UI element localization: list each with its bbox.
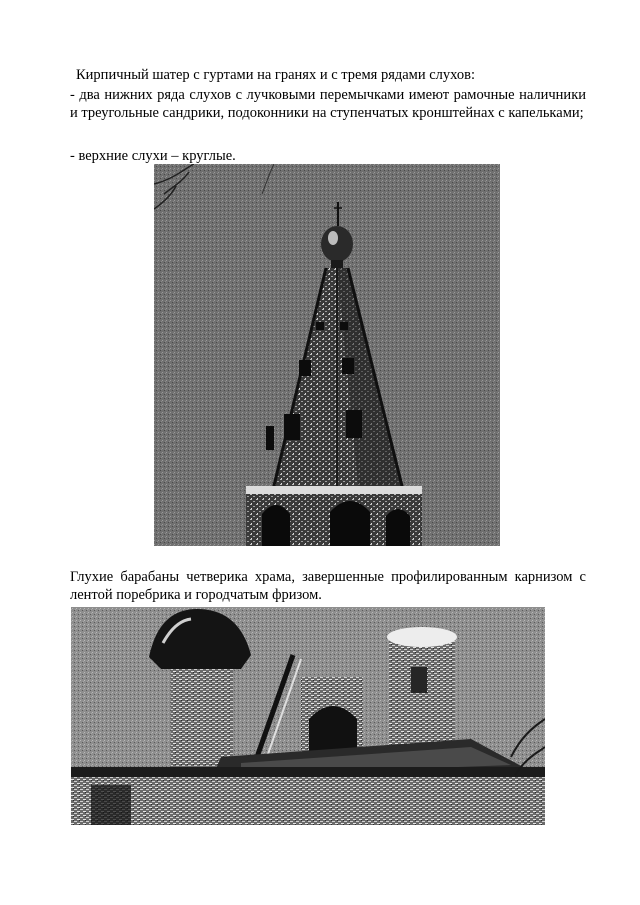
paragraph-tent-roof-intro: Кирпичный шатер с гуртами на гранях и с тремя рядами слухов: xyxy=(76,67,475,83)
photo-tent-roof xyxy=(154,164,500,546)
paragraph-upper-windows: - верхние слухи – круглые. xyxy=(70,148,236,164)
drums-illustration xyxy=(71,607,545,825)
paragraph-lower-windows: - два нижних ряда слухов с лучковыми перемычками имеют рамочные наличники и треугольные сандрики, подоконники на ступенчатых кронштейнах с капельками; xyxy=(70,87,586,121)
paragraph-drums: Глухие барабаны четверика храма, завершенные профилированным карнизом с лентой поребрика и городчатым фризом. xyxy=(70,569,586,603)
tent-roof-illustration xyxy=(154,164,500,546)
photo-drums xyxy=(71,607,545,825)
